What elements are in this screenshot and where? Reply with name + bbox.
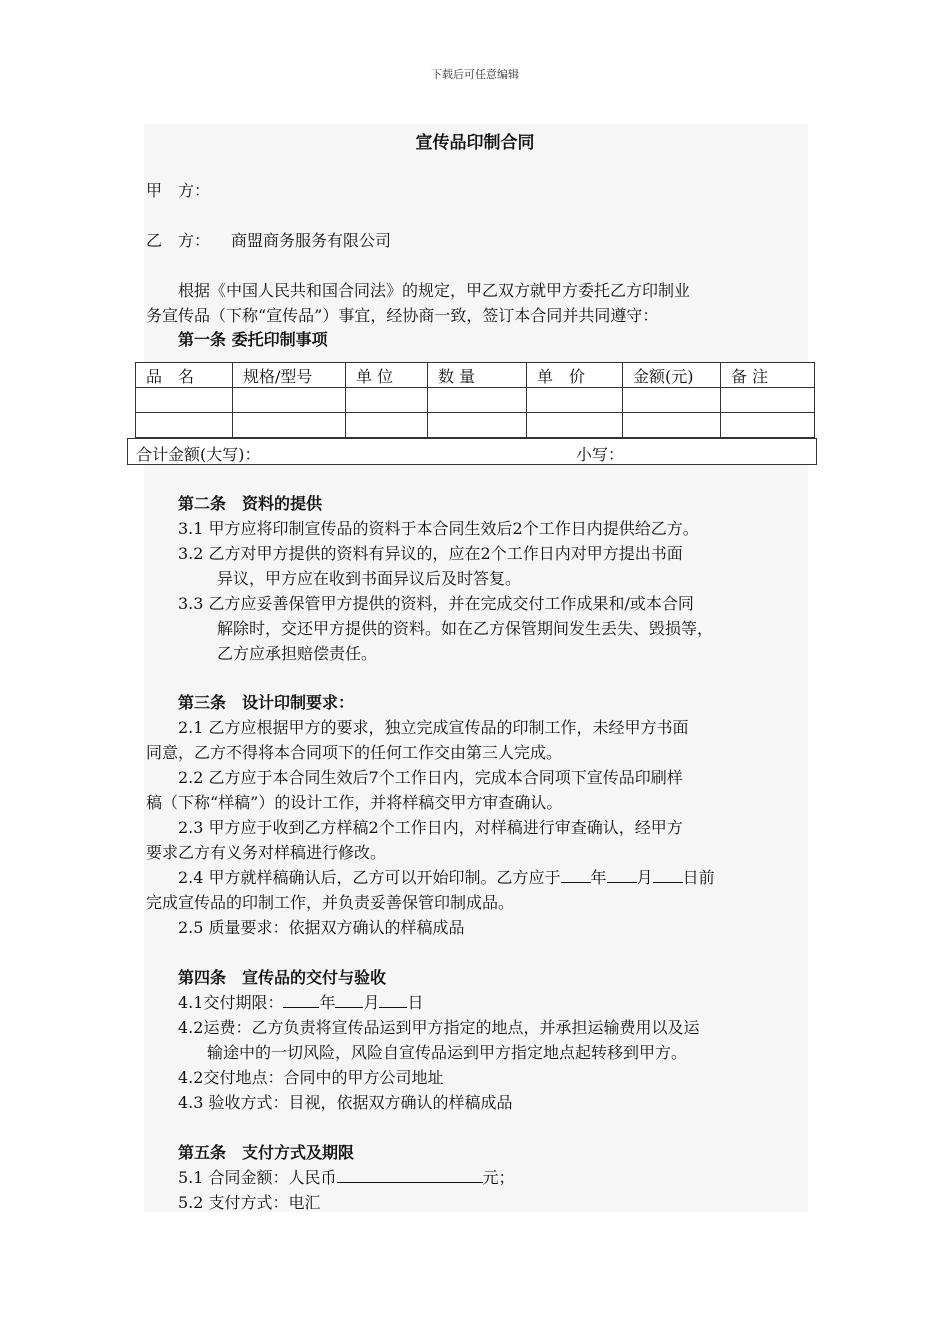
- year-label: 年: [590, 868, 607, 887]
- amount-blank[interactable]: [337, 1167, 483, 1183]
- article-4-line: 4.2交付地点：合同中的甲方公司地址: [178, 1068, 444, 1087]
- article-5-method: 5.2 支付方式：电汇: [178, 1193, 321, 1212]
- party-b-name: 商盟商务服务有限公司: [231, 231, 392, 250]
- col-header: 品 名: [136, 363, 233, 388]
- intro-line-2: 务宣传品（下称“宣传品”）事宜，经协商一致，签订本合同并共同遵守：: [146, 306, 659, 325]
- article-4-deadline: [178, 990, 424, 1013]
- table-header-row: [136, 363, 815, 388]
- table-cell[interactable]: [721, 388, 815, 413]
- table-cell[interactable]: [136, 413, 233, 438]
- month-blank[interactable]: [335, 992, 363, 1008]
- year-blank[interactable]: [561, 867, 591, 883]
- article-2-line: 解除时，交还甲方提供的资料。如在乙方保管期间发生丢失、毁损等，: [217, 619, 714, 638]
- day-label: 日前: [682, 868, 715, 887]
- col-header: 金额(元): [623, 363, 721, 388]
- article-3-line: 2.1 乙方应根据甲方的要求，独立完成宣传品的印制工作，未经甲方书面: [178, 718, 689, 737]
- total-upper-label: 合计金额(大写)：: [136, 445, 261, 464]
- month-label: 月: [636, 868, 653, 887]
- article-5-amount: [178, 1165, 515, 1188]
- article-2-line: 3.3 乙方应妥善保管甲方提供的资料，并在完成交付工作成果和/或本合同: [178, 594, 694, 613]
- day-blank[interactable]: [653, 867, 683, 883]
- table-cell[interactable]: [136, 388, 233, 413]
- article-4-line: 4.3 验收方式：目视，依据双方确认的样稿成品: [178, 1093, 513, 1112]
- article-2-heading: 第二条 资料的提供: [178, 494, 323, 513]
- table-cell[interactable]: [346, 413, 428, 438]
- party-b-label: 乙 方：: [146, 231, 211, 250]
- table-cell[interactable]: [233, 413, 346, 438]
- article-4-line: 输途中的一切风险，风险自宣传品运到甲方指定地点起转移到甲方。: [207, 1043, 688, 1062]
- table-cell[interactable]: [527, 388, 623, 413]
- article-3-line: 完成宣传品的印制工作，并负责妥善保管印制成品。: [146, 893, 515, 912]
- col-header: 单 位: [346, 363, 428, 388]
- month-blank[interactable]: [607, 867, 637, 883]
- month-label: 月: [363, 993, 380, 1012]
- page-header: 下载后可任意编辑: [431, 68, 519, 81]
- article-2-line: 异议，甲方应在收到书面异议后及时答复。: [217, 569, 522, 588]
- article-1-heading: 第一条 委托印制事项: [178, 330, 328, 349]
- article-3-line-2-4: [178, 865, 715, 888]
- table-cell[interactable]: [527, 413, 623, 438]
- table-cell[interactable]: [233, 388, 346, 413]
- article-3-line: 稿（下称“样稿”）的设计工作，并将样稿交甲方审查确认。: [146, 793, 563, 812]
- article-4-heading: 第四条 宣传品的交付与验收: [178, 968, 387, 987]
- table-cell[interactable]: [428, 388, 527, 413]
- col-header: 数 量: [428, 363, 527, 388]
- amount-label: 5.1 合同金额：人民币: [178, 1168, 337, 1187]
- article-3-line: 要求乙方有义务对样稿进行修改。: [146, 843, 387, 862]
- col-header: 单 价: [527, 363, 623, 388]
- article-3-line: 2.2 乙方应于本合同生效后7个工作日内，完成本合同项下宣传品印刷样: [178, 768, 683, 787]
- deadline-label: 4.1交付期限：: [178, 993, 284, 1012]
- article-3-line: 2.5 质量要求：依据双方确认的样稿成品: [178, 918, 465, 937]
- article-2-line: 3.1 甲方应将印制宣传品的资料于本合同生效后2个工作日内提供给乙方。: [178, 519, 699, 538]
- year-blank[interactable]: [283, 992, 319, 1008]
- intro-line-1: 根据《中国人民共和国合同法》的规定，甲乙双方就甲方委托乙方印制业: [178, 281, 691, 300]
- table-cell[interactable]: [721, 413, 815, 438]
- amount-unit: 元；: [482, 1168, 515, 1187]
- article-3-line: 2.3 甲方应于收到乙方样稿2个工作日内，对样稿进行审查确认，经甲方: [178, 818, 683, 837]
- col-header: 备 注: [721, 363, 815, 388]
- article-3-heading: 第三条 设计印制要求：: [178, 693, 355, 712]
- article-2-line: 乙方应承担赔偿责任。: [217, 644, 378, 663]
- article-3-line: 同意，乙方不得将本合同项下的任何工作交由第三人完成。: [146, 743, 563, 762]
- table-cell[interactable]: [428, 413, 527, 438]
- table-cell[interactable]: [346, 388, 428, 413]
- article-2-line: 3.2 乙方对甲方提供的资料有异议的，应在2个工作日内对甲方提出书面: [178, 544, 683, 563]
- article-5-heading: 第五条 支付方式及期限: [178, 1143, 355, 1162]
- table-row: [136, 388, 815, 413]
- table-row: [136, 413, 815, 438]
- article-4-line: 4.2运费：乙方负责将宣传品运到甲方指定的地点，并承担运输费用以及运: [178, 1018, 700, 1037]
- items-table: [135, 362, 815, 438]
- day-label: 日: [407, 993, 424, 1012]
- clause-text: 2.4 甲方就样稿确认后，乙方可以开始印制。乙方应于: [178, 868, 561, 887]
- total-amount-row: [127, 438, 817, 465]
- col-header: 规格/型号: [233, 363, 346, 388]
- contract-title: 宣传品印制合同: [415, 133, 535, 153]
- total-lower-label: 小写：: [576, 445, 625, 464]
- day-blank[interactable]: [379, 992, 407, 1008]
- table-cell[interactable]: [623, 413, 721, 438]
- table-cell[interactable]: [623, 388, 721, 413]
- party-a-label: 甲 方：: [146, 181, 211, 200]
- year-label: 年: [319, 993, 336, 1012]
